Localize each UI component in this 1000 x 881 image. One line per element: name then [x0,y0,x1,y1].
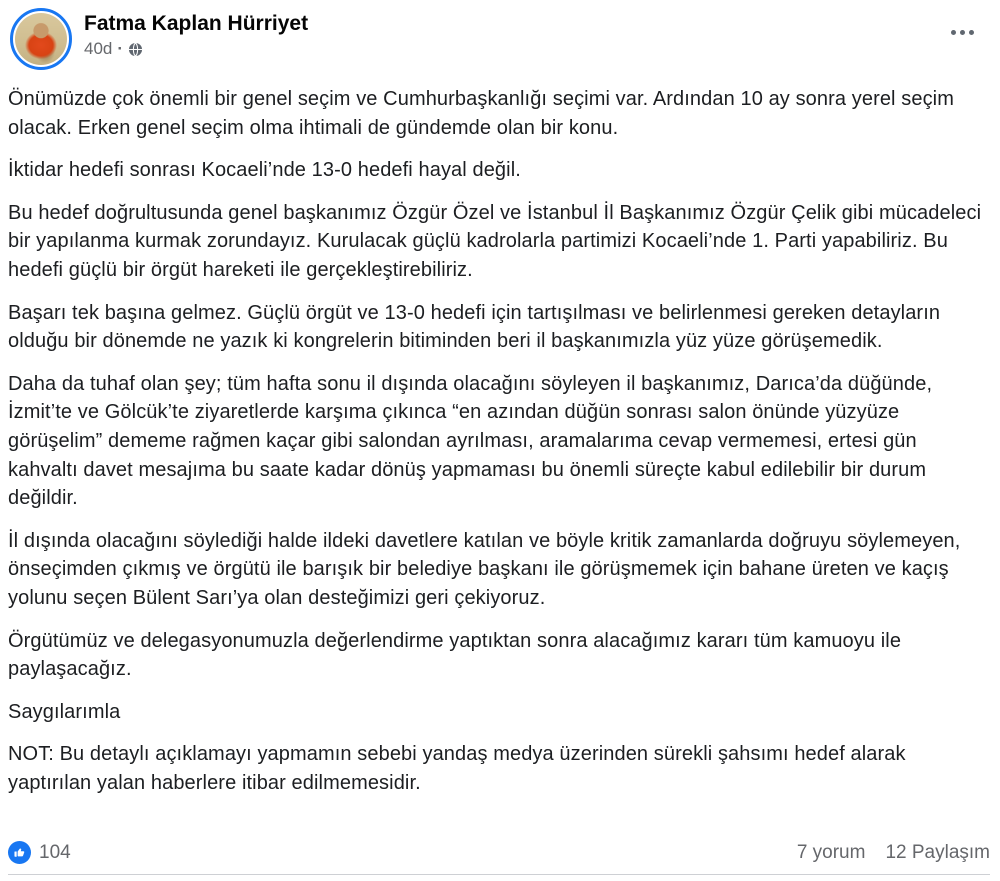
meta-separator: · [117,39,124,59]
comments-count[interactable]: 7 yorum [796,841,866,863]
post-body [0,70,1000,797]
post-paragraph: NOT: Bu detaylı açıklamayı yapmamın sebebi yandaş medya üzerinden sürekli şahsımı hedef alarak yaptırılan yalan haberlere itibar edilmemesidir. [8,743,906,794]
post-meta [84,39,939,59]
post-paragraph: Örgütümüz ve delegasyonumuzla değerlendirme yaptıktan sonra alacağımız kararı tüm kamuoyu ile paylaşacağız. [8,629,902,681]
post-paragraph: Önümüzde çok önemli bir genel seçim ve Cumhurbaşkanlığı seçimi var. Ardından 10 ay sonra yerel seçim olacak. Erken genel seçim olma ihtimali de gündemde olan bir konu. [8,88,954,139]
header-text [84,8,939,59]
shares-count[interactable]: 12 Paylaşım [885,841,990,863]
post-paragraph: Başarı tek başına gelmez. Güçlü örgüt ve 13-0 hedefi için tartışılması ve belirlenmesi gereken detayların olduğu bir dönemde ne yazık ki kongrelerin bitiminden beri il başkanımızla yüz yüze görüşemedik. [8,301,941,353]
reactions-summary[interactable] [8,841,71,864]
post-paragraph: Saygılarımla [8,700,121,723]
post-paragraph: Bu hedef doğrultusunda genel başkanımız Özgür Özel ve İstanbul İl Başkanımız Özgür Çelik gibi mücadeleci bir yapılanma kurmak zorundayız. Kurulacak güçlü kadrolarla partimizi Kocaeli’nde 1. Parti yapabiliriz. Bu hedefi güçlü bir örgüt hareketi ile gerçekleştirebiliriz. [8,201,982,281]
avatar-photo [15,13,67,65]
author-name[interactable]: Fatma Kaplan Hürriyet [84,12,309,35]
globe-icon [128,42,143,57]
post-paragraph: İktidar hedefi sonrası Kocaeli’nde 13-0 hedefi hayal değil. [8,159,521,182]
stats-right [797,842,990,864]
more-options-button[interactable] [939,16,986,49]
post-timestamp[interactable]: 40d [84,39,113,59]
post-header [0,0,1000,70]
post-paragraph: İl dışında olacağını söylediği halde ildeki davetlere katılan ve böyle kritik zamanlarda doğruyu söylemeyen, önseçimden çıkmış ve örgütü ile barışık bir belediye başkanı ile görüşmemek için bahane üreten ve kaçış yolunu seçen Bülent Sarı’ya olan desteğimizi geri çekiyoruz. [8,529,961,609]
avatar[interactable] [10,8,72,70]
like-count[interactable]: 104 [39,841,71,863]
more-options-icon [951,30,974,35]
like-icon [8,841,31,864]
post-paragraph: Daha da tuhaf olan şey; tüm hafta sonu il dışında olacağını söyleyen il başkanımız, Darıca’da düğünde, İzmit’te ve Gölcük’te ziyaretlerde karşıma çıkınca “en azından düğün sonrası salon önünde yüzyüze görüşelim” dememe rağmen kaçar gibi salondan ayrılması, aramalarıma cevap vermemesi, ertesi gün kahvaltı davet mesajıma bu saate kadar dönüş yapmaması bu önemli süreçte kabul edilebilir bir durum değildir. [8,372,933,510]
post-stats-bar [8,835,990,875]
